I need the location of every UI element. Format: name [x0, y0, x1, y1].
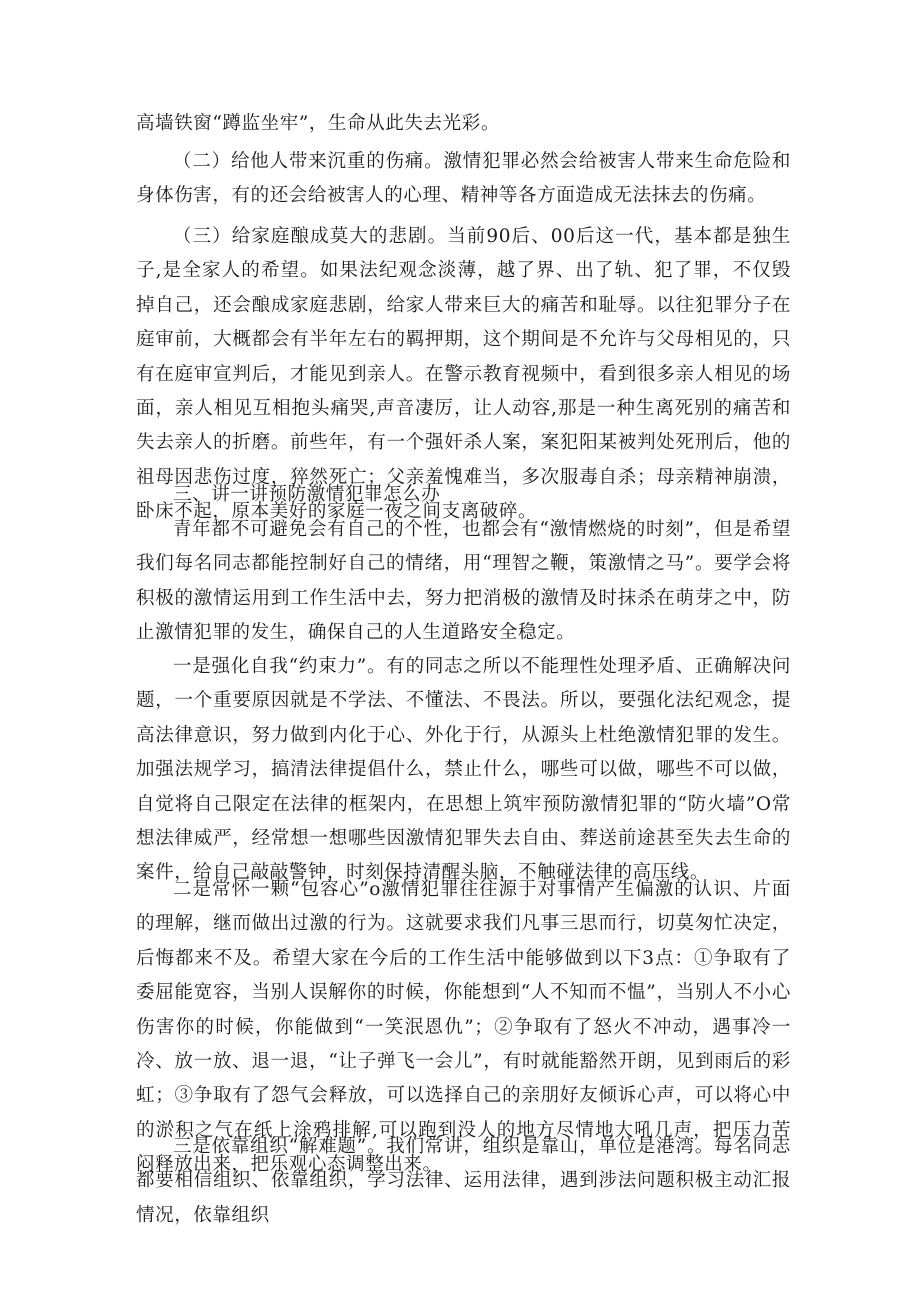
paragraph-harm-to-others: （二）给他人带来沉重的伤痛。激情犯罪必然会给被害人带来生命危险和身体伤害，有的还会给被害人的心理、精神等各方面造成无法抹去的伤痛。: [136, 151, 791, 207]
paragraph-continuation: 高墙铁窗“蹲监坐牢”，生命从此失去光彩。: [136, 113, 500, 134]
paragraph-family-tragedy: （三）给家庭酿成莫大的悲剧。当前90后、00后这一代，基本都是独生子,是全家人的希望。如果法纪观念淡薄，越了界、出了轨、犯了罪，不仅毁掉自己，还会酿成家庭悲剧，给家人带来巨大的痛苦和耻辱。以往犯罪分子在庭审前，大概都会有半年左右的羁押期，这个期间是不允许与父母相见的，只有在庭审宣判后，才能见到亲人。在警示教育视频中，看到很多亲人相见的场面，亲人相见互相抱头痛哭,声音凄厉，让人动容,那是一种生离死别的痛苦和失去亲人的折磨。前些年，有一个强奸杀人案，案犯阳某被判处死刑后，他的祖母因悲伤过度，猝然死亡；父亲羞愧难当，多次服毒自杀；母亲精神崩溃，卧床不起，原本美好的家庭一夜之间支离破碎。: [136, 226, 791, 523]
section-heading-prevention: 三、讲一讲预防激情犯罪怎么办: [173, 484, 441, 505]
paragraph-prevention-intro: 青年都不可避免会有自己的个性，也都会有“激情燃烧的时刻”，但是希望我们每名同志都能控制好自己的情绪，用“理智之鞭，策激情之马”。要学会将积极的激情运用到工作生活中去，努力把消极的激情及时抹杀在萌芽之中，防止激情犯罪的发生，确保自己的人生道路安全稳定。: [136, 519, 791, 644]
paragraph-self-restraint: 一是强化自我“约束力”。有的同志之所以不能理性处理矛盾、正确解决问题，一个重要原因就是不学法、不懂法、不畏法。所以，要强化法纪观念，提高法律意识，努力做到内化于心、外化于行，从源头上杜绝激情犯罪的发生。加强法规学习，搞清法律提倡什么，禁止什么，哪些可以做，哪些不可以做，自觉将自己限定在法律的框架内，在思想上筑牢预防激情犯罪的“防火墙”O常想法律威严，经常想一想哪些因激情犯罪失去自由、葬送前途甚至失去生命的案件，给自己敲敲警钟，时刻保持清醒头脑，不触碰法律的高压线。: [136, 656, 791, 884]
paragraph-tolerance: 二是常怀一颗“包容心”o激情犯罪往往源于对事情产生偏激的认识、片面的理解，继而做出过激的行为。这就要求我们凡事三思而行，切莫匆忙决定，后悔都来不及。希望大家在今后的工作生活中能够做到以下3点：①争取有了委屈能宽容，当别人误解你的时候，你能想到“人不知而不愠”，当别人不小心伤害你的时候，你能做到“一笑泯恩仇”；②争取有了怒火不冲动，遇事冷一冷、放一放、退一退，“让子弹飞一会儿”，有时就能豁然开朗，见到雨后的彩虹；③争取有了怨气会释放，可以选择自己的亲朋好友倾诉心声，可以将心中的淤积之气在纸上涂鸦排解,可以跑到没人的地方尽情地大吼几声，把压力苦闷释放出来，把乐观心态调整出来。: [136, 879, 791, 1176]
paragraph-rely-on-organization: 三是依靠组织“解难题”。我们常讲，组织是靠山，单位是港湾。每名同志都要相信组织、依靠组织，学习法律、运用法律，遇到涉法问题积极主动汇报情况，依靠组织: [136, 1136, 791, 1226]
